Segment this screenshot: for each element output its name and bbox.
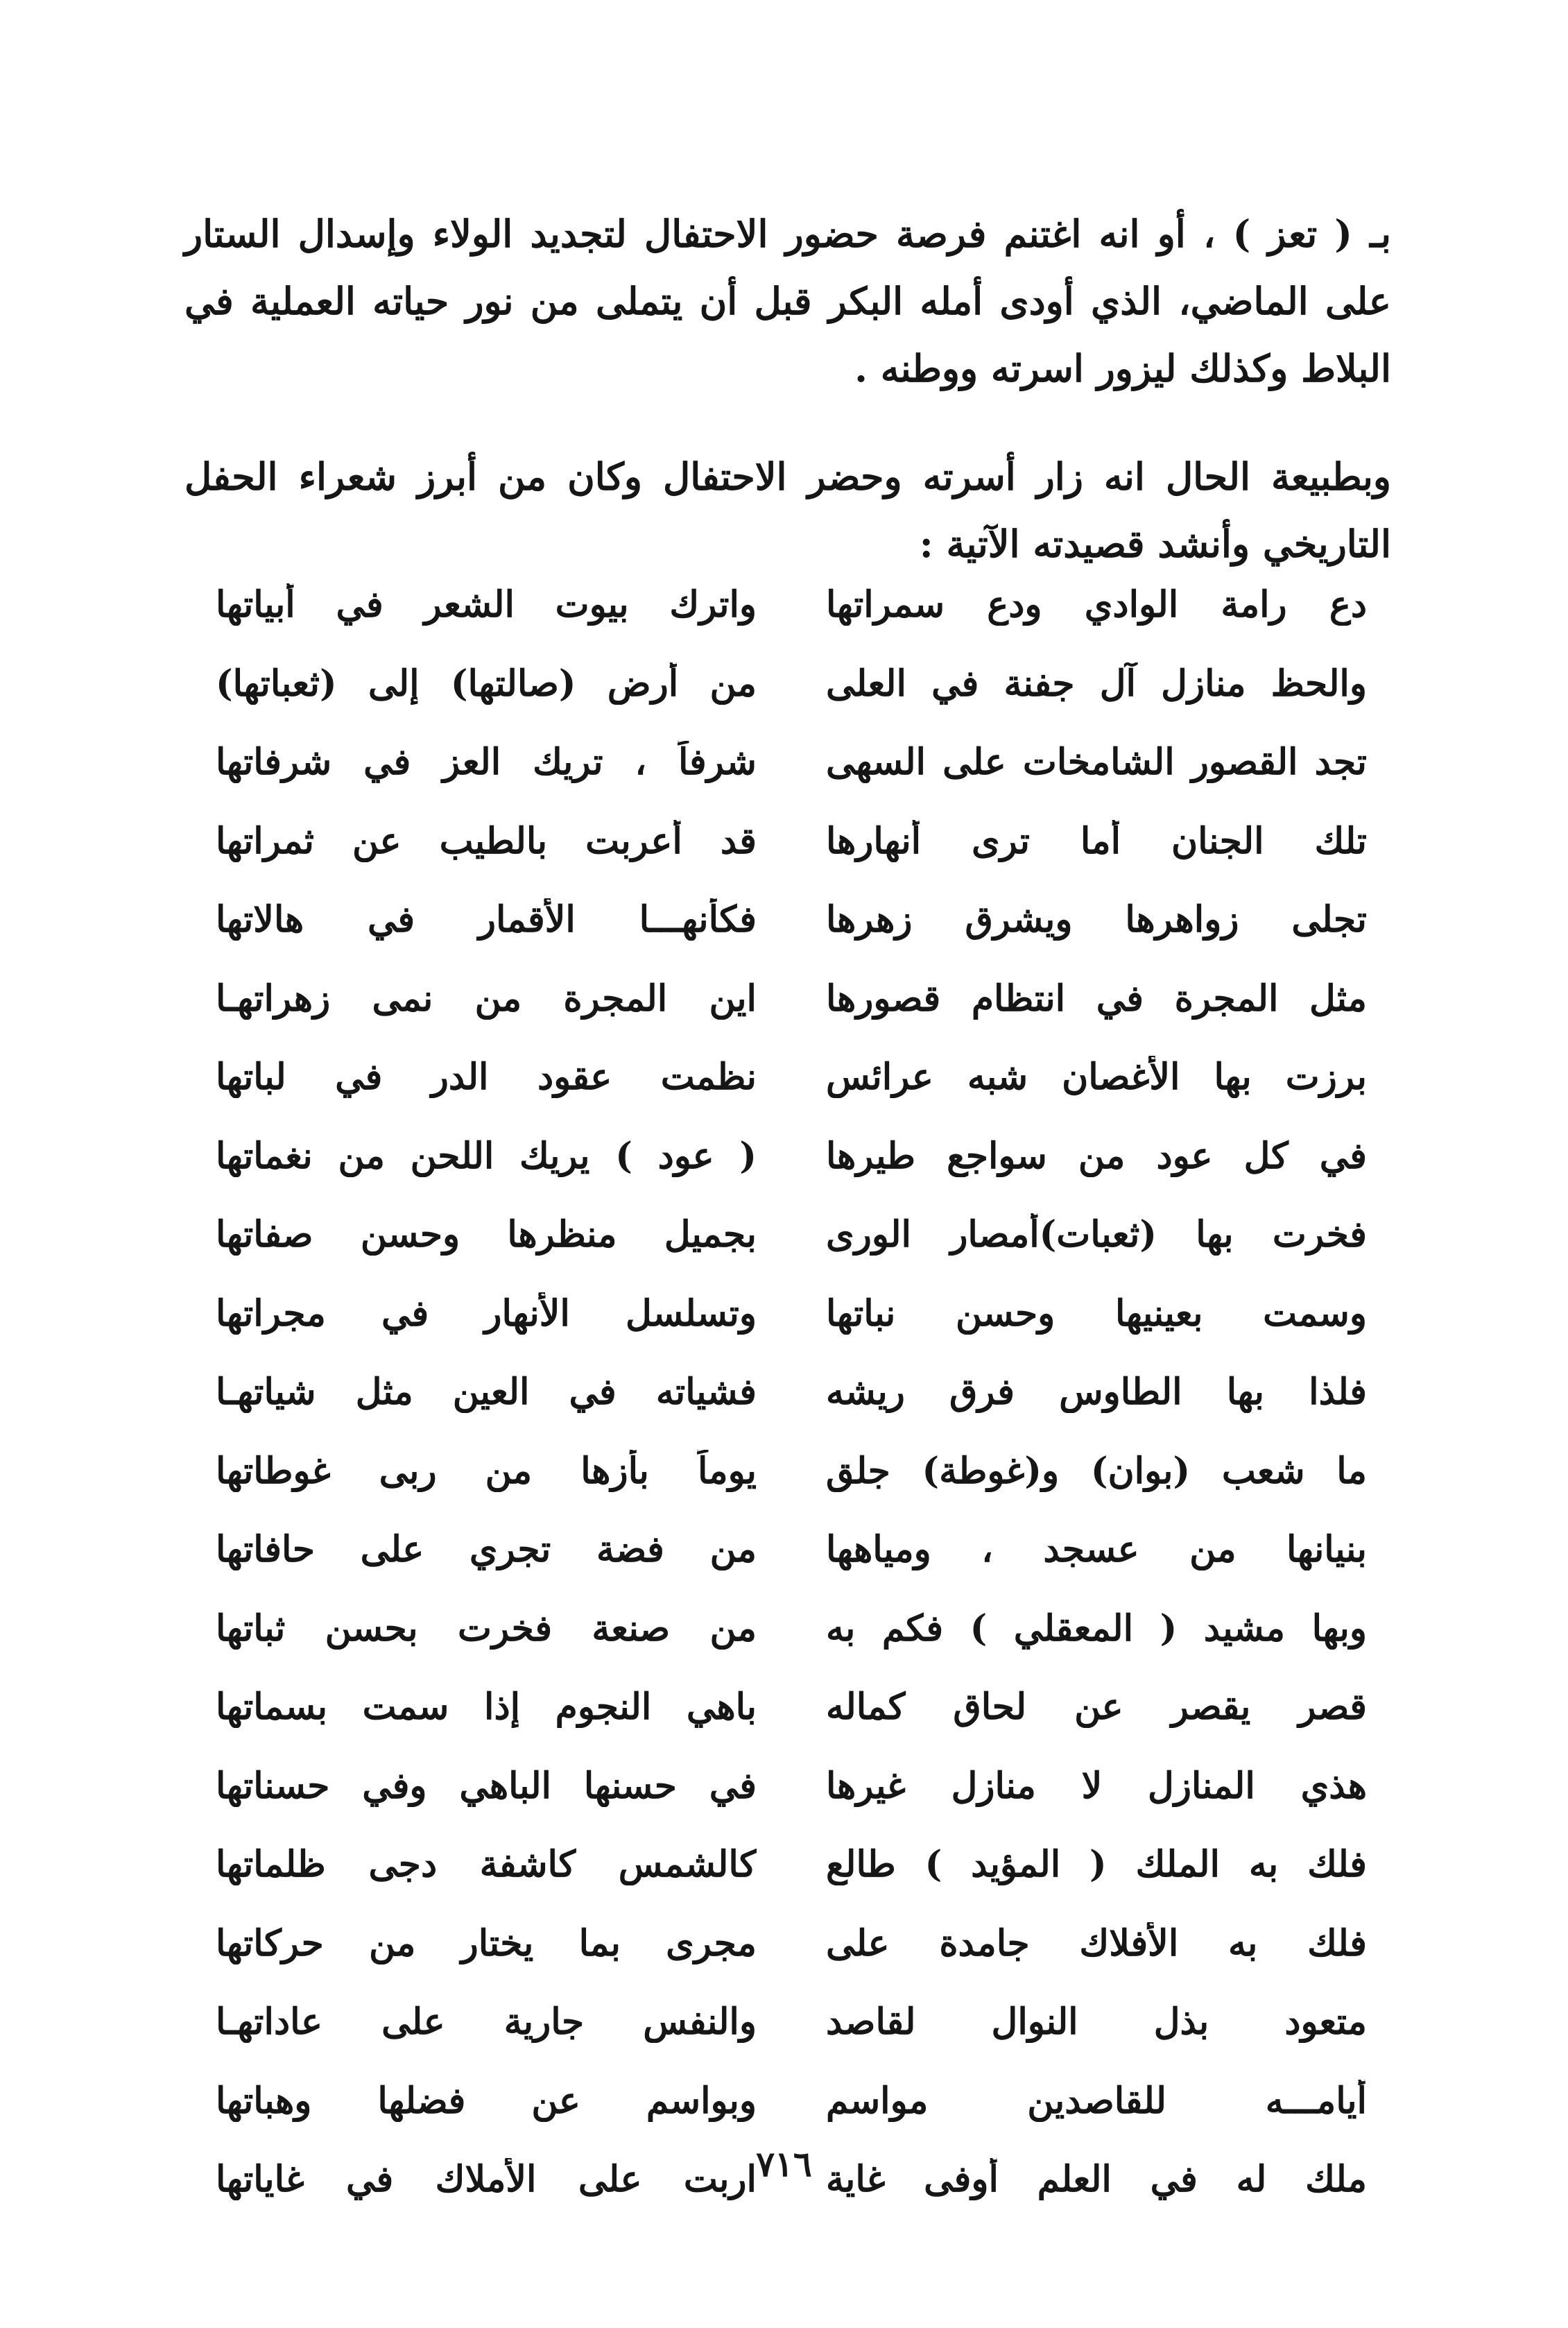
poem-verse (216, 1274, 1367, 1353)
poem-verse (216, 1038, 1367, 1117)
poem-verse (216, 1668, 1367, 1747)
first-hemistich: برزت بها الأغصان شبه عرائس (826, 1056, 1367, 1099)
first-hemistich: ما شعب (بوان) و(غوطة) جلق (826, 1449, 1367, 1492)
poem-verse (216, 1904, 1367, 1983)
second-hemistich: فشياته في العين مثل شياتهـا (216, 1371, 757, 1414)
first-hemistich: فلك به الملك ( المؤيد ) طالع (826, 1843, 1367, 1886)
poem-verse (216, 959, 1367, 1038)
second-hemistich: واترك بيوت الشعر في أبياتها (216, 583, 757, 626)
second-hemistich: يوماً بأزها من ربى غوطاتها (216, 1449, 757, 1492)
first-hemistich: بنيانها من عسجد ، ومياهها (826, 1528, 1367, 1571)
first-hemistich: فلذا بها الطاوس فرق ريشه (826, 1371, 1367, 1414)
second-hemistich: شرفاً ، تريك العز في شرفاتها (216, 741, 757, 784)
second-hemistich: بجميل منظرها وحسن صفاتها (216, 1213, 757, 1256)
second-hemistich: ( عود ) يريك اللحن من نغماتها (216, 1134, 757, 1177)
poem-verse (216, 565, 1367, 644)
second-hemistich: من أرض (صالتها) إلى (ثعباتها) (216, 662, 757, 705)
poem-verse (216, 1983, 1367, 2062)
second-hemistich: اين المجرة من نمى زهراتهـا (216, 977, 757, 1020)
second-hemistich: وتسلسل الأنهار في مجراتها (216, 1292, 757, 1335)
first-hemistich: متعود بذل النوال لقاصد (826, 2001, 1367, 2044)
page-number: ٧١٦ (756, 2143, 812, 2184)
second-hemistich: نظمت عقود الدر في لباتها (216, 1056, 757, 1099)
poem-verse (216, 1432, 1367, 1511)
poem-verse (216, 723, 1367, 802)
first-hemistich: في كل عود من سواجع طيرها (826, 1134, 1367, 1177)
first-hemistich: وبها مشيد ( المعقلي ) فكم به (826, 1607, 1367, 1650)
second-hemistich: مجرى بما يختار من حركاتها (216, 1922, 757, 1965)
first-hemistich: تجلى زواهرها ويشرق زهرها (826, 898, 1367, 941)
poem-verse (216, 2062, 1367, 2141)
first-hemistich: والحظ منازل آل جفنة في العلى (826, 662, 1367, 705)
poem-verse (216, 1747, 1367, 1826)
poem-verse (216, 644, 1367, 724)
first-hemistich: دع رامة الوادي ودع سمراتها (826, 583, 1367, 626)
first-hemistich: قصر يقصر عن لحاق كماله (826, 1686, 1367, 1729)
second-hemistich: فكأنهـــا الأقمار في هالاتها (216, 898, 757, 941)
intro-paragraph: بـ ( تعز ) ، أو انه اغتنم فرصة حضور الاحتفال لتجديد الولاء وإسدال الستار على الماضي، الذي أودى أمله البكر قبل أن يتملى من نور حياته العملية في البلاط وكذلك ليزور اسرته ووطنه . (184, 212, 1391, 391)
first-hemistich: تلك الجنان أما ترى أنهارها (826, 819, 1367, 862)
poem-verse (216, 1353, 1367, 1432)
poem-verse (216, 1825, 1367, 1904)
second-hemistich: من صنعة فخرت بحسن ثباتها (216, 1607, 757, 1650)
first-hemistich: تجد القصور الشامخات على السهى (826, 741, 1367, 784)
second-hemistich: وبواسم عن فضلها وهباتها (216, 2079, 757, 2122)
second-hemistich: قد أعربت بالطيب عن ثمراتها (216, 819, 757, 862)
poem-verse (216, 1510, 1367, 1589)
first-hemistich: فخرت بها (ثعبات)أمصار الورى (826, 1213, 1367, 1256)
poem-lead-paragraph: وبطبيعة الحال انه زار أسرته وحضر الاحتفال وكان من أبرز شعراء الحفل التاريخي وأنشد قصيدته الآتية : (184, 454, 1391, 566)
poem-verse (216, 1195, 1367, 1274)
poem-verse (216, 802, 1367, 881)
poem-verse (216, 1117, 1367, 1196)
second-hemistich: والنفس جارية على عاداتهـا (216, 2001, 757, 2044)
poem (216, 565, 1367, 2219)
first-hemistich: فلك به الأفلاك جامدة على (826, 1922, 1367, 1965)
second-hemistich: اربت على الأملاك في غاياتها (216, 2158, 757, 2201)
second-hemistich: في حسنها الباهي وفي حسناتها (216, 1764, 757, 1807)
poem-verse (216, 880, 1367, 959)
poem-verse (216, 1589, 1367, 1668)
second-hemistich: من فضة تجري على حافاتها (216, 1528, 757, 1571)
second-hemistich: باهي النجوم إذا سمت بسماتها (216, 1686, 757, 1729)
first-hemistich: أيامـــه للقاصدين مواسم (826, 2079, 1367, 2122)
first-hemistich: ملك له في العلم أوفى غاية (826, 2158, 1367, 2201)
first-hemistich: مثل المجرة في انتظام قصورها (826, 977, 1367, 1020)
first-hemistich: هذي المنازل لا منازل غيرها (826, 1764, 1367, 1807)
first-hemistich: وسمت بعينيها وحسن نباتها (826, 1292, 1367, 1335)
second-hemistich: كالشمس كاشفة دجى ظلماتها (216, 1843, 757, 1886)
